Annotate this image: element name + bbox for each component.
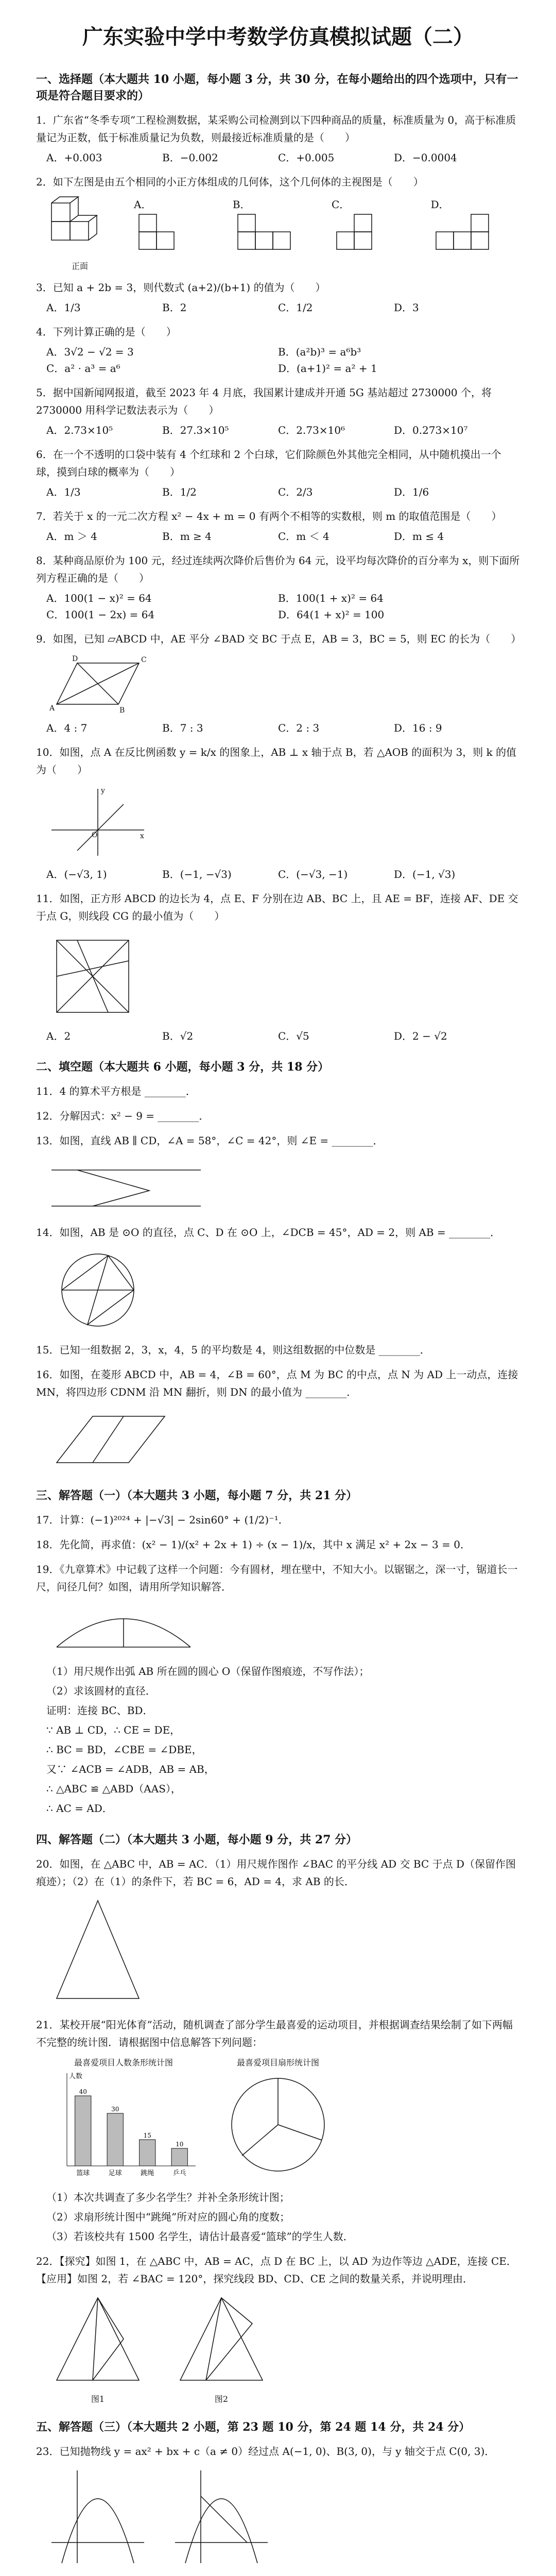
option-c: C．+0.005 [278,151,335,164]
circle-figure [46,1246,149,1334]
rhombus-figure [46,1406,180,1473]
figure-1-caption: 图1 [91,2394,105,2404]
parabola-figure-1 [46,2465,149,2568]
cube-solid-drawing [46,196,113,252]
option-d: D．(a+1)² = a² + 1 [278,362,377,375]
section-3-heading: 三、解答题（一）（本大题共 3 小题，每小题 7 分，共 21 分） [36,1489,358,1502]
option-b: B．27.3×10⁵ [162,424,229,436]
bar-2 [140,2140,155,2166]
category-label: 篮球 [76,2170,90,2177]
question-23: 23．已知抛物线 y = ax² + bx + c（a ≠ 0）经过点 A(−1, 0)、B(3, 0)，与 y 轴交于点 C(0, 3)． [36,2445,495,2458]
question-23-part [46,2573,510,2576]
question-1-options [46,149,510,166]
question-5: 5．据中国新闻网报道，截至 2023 年 4 月底，我国累计建成并开通 5G 基站超过 2730000 个，将 2730000 用科学记数法表示为（ ） [36,386,492,416]
svg-text:B: B [119,706,125,715]
option-a: A．+0.003 [46,151,102,164]
question-13: 13．如图，直线 AB ∥ CD，∠A = 58°，∠C = 42°，则 ∠E = ________． [36,1134,384,1147]
option-c: C． [331,198,350,211]
question-17: 17．计算：(−1)²⁰²⁴ + |−√3| − 2sin60° + (1/2)⁻¹． [36,1514,289,1526]
option-b-drawing [233,196,311,255]
svg-text:D: D [72,655,78,663]
question-3: 3．已知 a + 2b = 3，则代数式 (a+2)/(b+1) 的值为（ ） [36,281,326,294]
option-a: A．1/3 [46,486,81,498]
question-5-options [46,422,510,438]
option-c: C．m ＜ 4 [278,530,329,543]
value-label: 10 [176,2141,184,2148]
option-d: D．1/6 [394,486,429,498]
option-c: C．2 : 3 [278,722,320,734]
option-a: A．2.73×10⁵ [46,424,113,436]
triangle-figure [46,1895,149,2009]
section-5-heading: 五、解答题（三）（本大题共 2 小题，第 23 题 10 分，第 24 题 14 分，共 24 分） [36,2420,471,2434]
option-d-drawing [431,196,510,255]
svg-text:C: C [141,656,147,664]
option-a: A．m ＞ 4 [46,530,97,543]
question-11-options [46,1028,510,1044]
bar-3 [171,2148,187,2166]
question-21-part: （3）若该校共有 1500 名学生，请估计最喜爱“篮球”的学生人数． [46,2230,354,2243]
option-b: B． [232,198,251,211]
option-b: B．(a²b)³ = a⁶b³ [278,346,361,358]
question-10-options [46,866,510,883]
option-d: D．2 − √2 [394,1030,447,1042]
question-18: 18．先化简，再求值：(x² − 1)/(x² + 2x + 1) ÷ (x − 1)/x，其中 x 满足 x² + 2x − 3 = 0． [36,1538,471,1551]
option-b: B．m ≥ 4 [162,530,212,543]
parabola-figure-2 [170,2465,273,2568]
section-2-heading: 二、填空题（本大题共 6 小题，每小题 3 分，共 18 分） [36,1060,329,1074]
option-d: D．64(1 + x)² = 100 [278,608,385,621]
option-a: A．1/3 [46,301,81,314]
question-10: 10．如图，点 A 在反比例函数 y = k/x 的图象上，AB ⊥ x 轴于点 B，若 △AOB 的面积为 3，则 k 的值为（ ） [36,746,517,776]
option-a: A．(−√3, 1) [46,868,107,880]
parallel-lines-figure [46,1155,211,1216]
question-7: 7．若关于 x 的一元二次方程 x² − 4x + m = 0 有两个不相等的实数根，则 m 的取值范围是（ ） [36,510,502,522]
question-3-options [46,299,510,316]
category-label: 足球 [108,2170,122,2177]
question-7-options [46,528,510,545]
pie-chart-title: 最喜爱项目扇形统计图 [236,2058,319,2067]
bar-1 [107,2113,123,2166]
section-4-heading: 四、解答题（二）（本大题共 3 小题，每小题 9 分，共 27 分） [36,1833,358,1846]
bar-chart [46,2068,201,2181]
question-2-figures [46,196,510,255]
option-b: B．(−1, −√3) [162,868,232,880]
page-title: 广东实验中学中考数学仿真模拟试题（二） [82,25,474,49]
option-a-drawing [134,196,212,255]
figure-1 [46,2293,149,2404]
option-d: D．(−1, √3) [394,868,456,880]
parabola-figures [46,2465,510,2568]
question-8-options [46,590,510,623]
option-c: C．100(1 − 2x) = 64 [46,608,155,621]
question-15: 15．已知一组数据 2，3，x，4，5 的平均数是 4，则这组数据的中位数是 ________． [36,1344,430,1356]
question-9: 9．如图，已知 ▱ABCD 中，AE 平分 ∠BAD 交 BC 于点 E，AB = 3，BC = 5，则 EC 的长为（ ） [36,633,522,645]
figure-2 [170,2293,273,2404]
option-b: B．1/2 [162,486,197,498]
parallelogram-figure [46,653,149,715]
question-4-options [46,344,510,377]
option-c: C．a² · a³ = a⁶ [46,362,120,375]
option-d: D． [430,198,449,211]
question-8: 8．某种商品原价为 100 元，经过连续两次降价后售价为 64 元，设平均每次降价的百分率为 x，则下面所列方程正确的是（ ） [36,554,520,584]
solution-line: 又∵ ∠ACB = ∠ADB，AB = AB， [46,1763,215,1775]
question-1: 1．广东省“冬季专项”工程检测数据，某采购公司检测到以下四种商品的质量，标准质量为 0，高于标准质量记为正数，低于标准质量记为负数，则最接近标准质量的是（ ） [36,114,516,144]
svg-text:A: A [49,704,55,713]
option-c: C．(−√3, −1) [278,868,348,880]
solution-line: ∵ AB ⊥ CD，∴ CE = DE， [46,1724,181,1736]
option-b: B．100(1 + x)² = 64 [278,592,384,604]
question-22: 22．【探究】如图 1，在 △ABC 中，AB = AC，点 D 在 BC 上，以 AD 为边作等边 △ADE，连接 CE．【应用】如图 2，若 ∠BAC = 120°，探究线段 BD、CD、CE 之间的数量关系，并说明理由． [36,2255,517,2285]
figure-2-caption: 图2 [214,2394,229,2404]
option-d: D．3 [394,301,419,314]
category-label: 跳绳 [141,2170,154,2177]
arc-figure [46,1601,201,1657]
option-c: C．2.73×10⁶ [278,424,345,436]
question-9-options [46,720,510,736]
solution-line: ∴ BC = BD，∠CBE = ∠DBE， [46,1743,202,1756]
bar-chart-title: 最喜爱项目人数条形统计图 [74,2058,173,2067]
solution-line: ∴ AC = AD． [46,1802,113,1815]
question-6-options [46,484,510,500]
option-c: C．2/3 [278,486,313,498]
category-label: 乒乓 [172,2170,186,2177]
option-c: C．√5 [278,1030,309,1042]
solution-line: 证明：连接 BC、BD． [46,1704,153,1717]
option-a: A．3√2 − √2 = 3 [46,346,134,358]
value-label: 40 [79,2088,87,2095]
svg-text:x: x [140,832,144,840]
solution-line: ∴ △ABC ≌ △ABD（AAS）， [46,1783,181,1795]
question-16: 16．如图，在菱形 ABCD 中，AB = 4，∠B = 60°，点 M 为 BC 的中点，点 N 为 AD 上一动点，连接 MN，将四边形 CDNM 沿 MN 翻折，则 DN 的最小值为 ________． [36,1368,518,1398]
option-a: A．100(1 − x)² = 64 [46,592,152,604]
option-c-drawing [332,196,410,255]
square-figure [46,930,139,1023]
option-d: D．16 : 9 [394,722,442,734]
option-b: B．√2 [162,1030,194,1042]
pie-chart-block [221,2056,335,2183]
option-c: C．1/2 [278,301,313,314]
solution-line: （2）求该圆材的直径． [46,1685,156,1697]
solution-line: （1）用尺规作出弧 AB 所在圆的圆心 O（保留作图痕迹，不写作法）； [46,1665,370,1677]
question-21: 21．某校开展“阳光体育”活动，随机调查了部分学生最喜爱的运动项目，并根据调查结果绘制了如下两幅不完整的统计图．请根据图中信息解答下列问题： [36,2019,513,2048]
bar-chart-block [46,2056,201,2183]
question-11: 11．4 的算术平方根是 ________． [36,1085,196,1097]
question-21-part: （2）求扇形统计图中“跳绳”所对应的圆心角的度数； [46,2211,290,2223]
section-1-heading: 一、选择题（本大题共 10 小题，每小题 3 分，共 30 分，在每小题给出的四个选项中，只有一项是符合题目要求的） [36,73,518,103]
question-4: 4．下列计算正确的是（ ） [36,326,177,338]
question-6: 6．在一个不透明的口袋中装有 4 个红球和 2 个白球，它们除颜色外其他完全相同，从中随机摸出一个球，摸到白球的概率为（ ） [36,448,501,478]
option-d: D．0.273×10⁷ [394,424,468,436]
question-21-part: （1）本次共调查了多少名学生？并补全条形统计图； [46,2191,290,2204]
question-22-figures [46,2293,510,2404]
pie-chart [221,2068,335,2181]
option-d: D．−0.0004 [394,151,457,164]
bar-0 [75,2096,91,2166]
value-label: 15 [143,2132,151,2139]
svg-text:O: O [92,831,98,839]
question-19: 19．《九章算术》中记载了这样一个问题：今有圆材，埋在壁中，不知大小。以锯锯之，深一寸，锯道长一尺，问径几何？如图，请用所学知识解答． [36,1563,518,1593]
option-b: B．−0.002 [162,151,218,164]
y-axis-label: 人数 [69,2073,83,2080]
question-2: 2．如下左图是由五个相同的小正方体组成的几何体，这个几何体的主视图是（ ） [36,176,424,188]
question-12: 12．分解因式：x² − 9 = ________． [36,1110,210,1122]
value-label: 30 [111,2106,119,2113]
question-20: 20．如图，在 △ABC 中，AB = AC．（1）用尺规作图作 ∠BAC 的平分线 AD 交 BC 于点 D（保留作图痕迹）；（2）在（1）的条件下，若 BC = 6，AD = 4，求 AB 的长． [36,1858,516,1888]
option-a: A． [134,198,152,211]
statistics-charts [46,2056,510,2183]
option-b: B．2 [162,301,187,314]
question-14: 14．如图，AB 是 ⊙O 的直径，点 C、D 在 ⊙O 上，∠DCB = 45°，AD = 2，则 AB = ________． [36,1226,501,1239]
option-a: A．2 [46,1030,71,1042]
cube-figure [46,196,113,255]
option-d: D．m ≤ 4 [394,530,444,543]
front-view-label: 正面 [71,261,88,271]
svg-text:y: y [101,787,105,795]
question-11-choice: 11．如图，正方形 ABCD 的边长为 4，点 E、F 分别在边 AB、BC 上，且 AE = BF，连接 AF、DE 交于点 G，则线段 CG 的最小值为（ ） [36,892,518,922]
coordinate-figure [46,784,149,861]
option-b: B．7 : 3 [162,722,203,734]
option-a: A．4 : 7 [46,722,88,734]
